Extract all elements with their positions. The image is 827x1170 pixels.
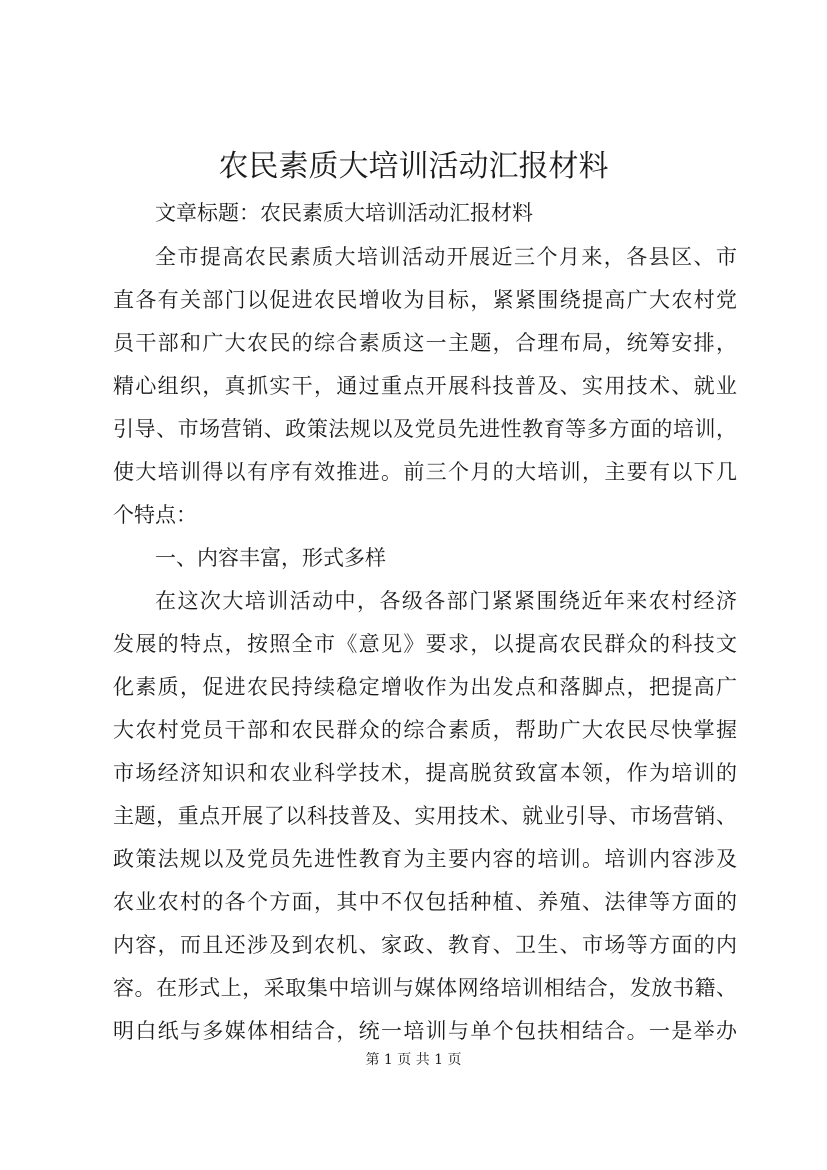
paragraph-line: 引导、市场营销、政策法规以及党员先进性教育等多方面的培训，	[113, 417, 737, 441]
paragraph-line: 全市提高农民素质大培训活动开展近三个月来，各县区、市	[155, 245, 737, 269]
paragraph-line: 精心组织，真抓实干，通过重点开展科技普及、实用技术、就业	[113, 374, 737, 398]
paragraph-line: 市场经济知识和农业科学技术，提高脱贫致富本领，作为培训的	[113, 761, 737, 785]
section-heading: 一、内容丰富，形式多样	[155, 546, 386, 570]
paragraph-line: 农业农村的各个方面，其中不仅包括种植、养殖、法律等方面的	[113, 890, 737, 914]
paragraph-line: 化素质，促进农民持续稳定增收作为出发点和落脚点，把提高广	[113, 675, 737, 699]
paragraph-line: 发展的特点，按照全市《意见》要求，以提高农民群众的科技文	[113, 632, 737, 656]
document-title: 农民素质大培训活动汇报材料	[218, 149, 609, 184]
paragraph-line: 员干部和广大农民的综合素质这一主题，合理布局，统筹安排，	[113, 331, 737, 355]
paragraph-line: 个特点：	[113, 503, 197, 527]
paragraph-line: 直各有关部门以促进农民增收为目标，紧紧围绕提高广大农村党	[113, 288, 737, 312]
article-title-line: 文章标题：农民素质大培训活动汇报材料	[155, 201, 533, 225]
paragraph-line: 容。在形式上，采取集中培训与媒体网络培训相结合，发放书籍、	[113, 976, 737, 1000]
paragraph-line: 使大培训得以有序有效推进。前三个月的大培训，主要有以下几	[113, 460, 737, 484]
paragraph-line: 主题，重点开展了以科技普及、实用技术、就业引导、市场营销、	[113, 804, 737, 828]
paragraph-line: 大农村党员干部和农民群众的综合素质，帮助广大农民尽快掌握	[113, 718, 737, 742]
paragraph-line: 在这次大培训活动中，各级各部门紧紧围绕近年来农村经济	[155, 589, 737, 613]
page-number-footer: 第 1 页 共 1 页	[365, 1052, 462, 1068]
paragraph-line: 明白纸与多媒体相结合，统一培训与单个包扶相结合。一是举办	[113, 1019, 737, 1043]
paragraph-line: 内容，而且还涉及到农机、家政、教育、卫生、市场等方面的内	[113, 933, 737, 957]
paragraph-line: 政策法规以及党员先进性教育为主要内容的培训。培训内容涉及	[113, 847, 737, 871]
